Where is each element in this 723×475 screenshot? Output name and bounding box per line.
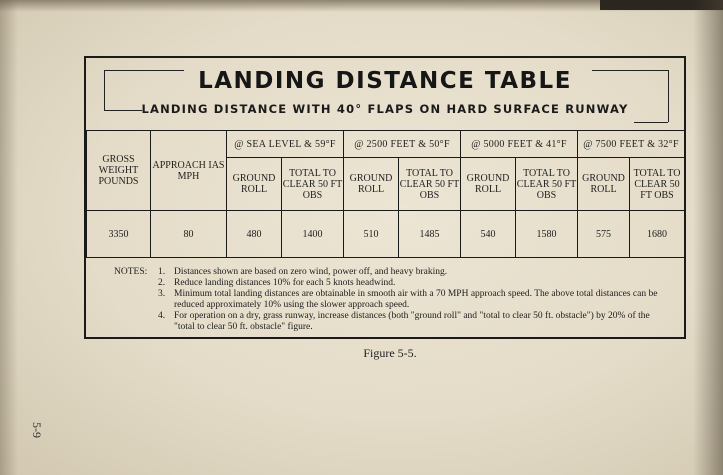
ground-roll-header: GROUND ROLL: [578, 158, 630, 211]
page-number: 5-9: [30, 422, 44, 438]
total-clear-header: TOTAL TO CLEAR 50 FT OBS: [630, 158, 685, 211]
ground-roll-header: GROUND ROLL: [227, 158, 282, 211]
altitude-group-header: @ 2500 FEET & 50°F: [344, 131, 461, 158]
gross-weight-header: GROSS WEIGHT POUNDS: [87, 131, 151, 211]
note-number: 1.: [158, 267, 166, 277]
total-clear-header: TOTAL TO CLEAR 50 FT OBS: [282, 158, 344, 211]
total-clear-header: TOTAL TO CLEAR 50 FT OBS: [399, 158, 461, 211]
ground-roll-cell: 510: [344, 211, 399, 258]
ground-roll-cell: 540: [461, 211, 516, 258]
notes-label: NOTES:: [114, 267, 148, 277]
page-gutter-shadow: [0, 0, 18, 475]
note-number: 2.: [158, 278, 166, 288]
total-clear-header: TOTAL TO CLEAR 50 FT OBS: [516, 158, 578, 211]
notes-section: [86, 262, 684, 337]
altitude-group-header: @ 5000 FEET & 41°F: [461, 131, 578, 158]
note-text: For operation on a dry, grass runway, increase distances (both "ground roll" and "total to clear 50 ft. obstacle") by 20% of the "total to clear 50 ft. obstacle" figure.: [174, 311, 650, 332]
total-clear-cell: 1400: [282, 211, 344, 258]
title-bracket: [634, 122, 668, 123]
note-text: Reduce landing distances 10% for each 5 knots headwind.: [174, 278, 396, 288]
approach-ias-cell: 80: [151, 211, 227, 258]
landing-distance-grid: [86, 130, 685, 258]
total-clear-cell: 1485: [399, 211, 461, 258]
gross-weight-cell: 3350: [87, 211, 151, 258]
figure-caption: Figure 5-5.: [363, 346, 417, 360]
altitude-group-header: @ SEA LEVEL & 59°F: [227, 131, 344, 158]
total-clear-cell: 1680: [630, 211, 685, 258]
note-number: 4.: [158, 311, 166, 321]
ground-roll-header: GROUND ROLL: [344, 158, 399, 211]
landing-distance-table-frame: [84, 56, 686, 339]
table-title: LANDING DISTANCE TABLE: [198, 68, 572, 94]
ground-roll-cell: 575: [578, 211, 630, 258]
page-fold-shadow: [693, 0, 723, 475]
total-clear-cell: 1580: [516, 211, 578, 258]
table-subtitle: LANDING DISTANCE WITH 40° FLAPS ON HARD SURFACE RUNWAY: [141, 102, 629, 116]
note-number: 3.: [158, 289, 166, 299]
ground-roll-cell: 480: [227, 211, 282, 258]
table-row: [87, 211, 685, 258]
title-area: [86, 58, 684, 130]
note-text: Distances shown are based on zero wind, power off, and heavy braking.: [174, 267, 448, 277]
note-text: Minimum total landing distances are obtainable in smooth air with a 70 MPH approach speed. The above total distances can be reduced approximately 10% using the slower approach speed.: [174, 289, 658, 310]
ground-roll-header: GROUND ROLL: [461, 158, 516, 211]
altitude-group-header: @ 7500 FEET & 32°F: [578, 131, 685, 158]
approach-ias-header: APPROACH IAS MPH: [151, 131, 227, 211]
